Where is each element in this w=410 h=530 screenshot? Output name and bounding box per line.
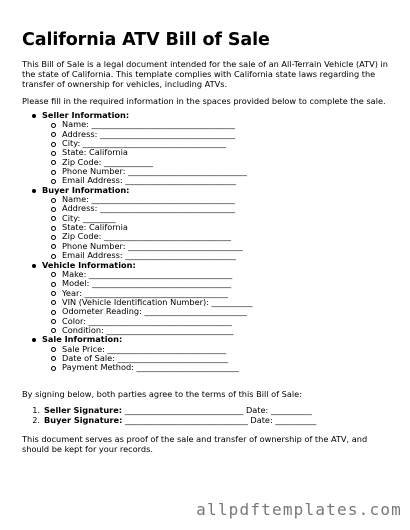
buyer-signature-line[interactable] <box>22 415 316 425</box>
field-text: City: ___________________________________ <box>62 138 227 149</box>
intro-paragraph: This Bill of Sale is a legal document intended for the sale of an All-Terrain Vehicle (ATV) in the state of California. This template complies with California state laws regarding the transfer of ownership for vehicles, including ATVs. <box>22 59 388 90</box>
circle-bullet-icon <box>51 170 56 175</box>
field-text: City: ________ <box>62 212 116 223</box>
instructions-paragraph: Please fill in the required information in the spaces provided below to complete the sale. <box>22 96 386 106</box>
circle-bullet-icon <box>51 244 56 249</box>
circle-bullet-icon <box>51 291 56 296</box>
field-text: Date of Sale: ___________________________ <box>62 352 229 363</box>
field-text: Phone Number: _____________________________ <box>62 166 247 177</box>
field-text: Phone Number: ____________________________ <box>62 240 243 251</box>
bullet-icon <box>32 338 36 342</box>
field-text: Zip Code: ____________ <box>62 156 154 167</box>
field-text: Color: ___________________________________ <box>62 315 232 326</box>
section-title: Vehicle Information: <box>42 259 136 270</box>
circle-bullet-icon <box>51 226 56 231</box>
circle-bullet-icon <box>51 198 56 203</box>
form-sections <box>22 111 253 373</box>
section-seller <box>22 111 253 186</box>
circle-bullet-icon <box>51 142 56 147</box>
circle-bullet-icon <box>51 356 56 361</box>
field-list <box>42 345 253 373</box>
field-text: Address: _________________________________ <box>62 203 236 214</box>
circle-bullet-icon <box>51 319 56 324</box>
signature-blank: _____________________________ <box>122 405 244 415</box>
field-text: Make: ___________________________________ <box>62 268 233 279</box>
circle-bullet-icon <box>51 272 56 277</box>
field-text: Condition: _______________________________ <box>62 324 234 335</box>
field-text: Year: ___________________________________ <box>62 287 228 298</box>
bullet-icon <box>32 264 36 268</box>
document-title: California ATV Bill of Sale <box>22 30 270 50</box>
bullet-icon <box>32 114 36 118</box>
circle-bullet-icon <box>51 123 56 128</box>
section-title: Buyer Information: <box>42 184 130 195</box>
date-blank: Date: __________ <box>243 405 312 415</box>
date-blank: Date: __________ <box>247 415 317 425</box>
section-sale <box>22 335 253 372</box>
field-text: VIN (Vehicle Identification Number): __________ <box>62 296 253 307</box>
list-number: 1. <box>32 405 40 415</box>
site-watermark: allpdftemplates.com <box>196 500 402 519</box>
bullet-icon <box>32 189 36 193</box>
circle-bullet-icon <box>51 254 56 259</box>
circle-bullet-icon <box>51 179 56 184</box>
signature-label: Buyer Signature: <box>44 415 123 425</box>
section-title: Sale Information: <box>42 334 123 345</box>
circle-bullet-icon <box>51 328 56 333</box>
signature-list <box>22 405 316 425</box>
circle-bullet-icon <box>51 366 56 371</box>
section-buyer <box>22 186 253 261</box>
field-text: Name: ___________________________________ <box>62 119 235 130</box>
field-text: Model: __________________________________ <box>62 278 232 289</box>
field-text: Address: _________________________________ <box>62 128 236 139</box>
circle-bullet-icon <box>51 300 56 305</box>
circle-bullet-icon <box>51 235 56 240</box>
circle-bullet-icon <box>51 160 56 165</box>
field-text: State: California <box>62 222 128 233</box>
circle-bullet-icon <box>51 207 56 212</box>
field-text: Sale Price: _____________________________ <box>62 343 227 354</box>
field-payment-method[interactable] <box>42 363 253 372</box>
circle-bullet-icon <box>51 151 56 156</box>
signature-label: Seller Signature: <box>44 405 123 415</box>
field-list <box>42 120 253 185</box>
field-text: State: California <box>62 147 128 158</box>
signature-blank: ______________________________ <box>122 415 248 425</box>
field-text: Odometer Reading: _________________________ <box>62 306 247 317</box>
circle-bullet-icon <box>51 216 56 221</box>
circle-bullet-icon <box>51 347 56 352</box>
circle-bullet-icon <box>51 132 56 137</box>
field-text: Name: ___________________________________ <box>62 194 235 205</box>
field-text: Payment Method: _________________________ <box>62 362 239 373</box>
circle-bullet-icon <box>51 282 56 287</box>
circle-bullet-icon <box>51 310 56 315</box>
closing-paragraph: This document serves as proof of the sale and transfer of ownership of the ATV, and should be kept for your records. <box>22 434 368 455</box>
field-list <box>42 270 253 335</box>
section-title: Seller Information: <box>42 110 130 120</box>
section-vehicle <box>22 261 253 336</box>
field-text: Email Address: ___________________________ <box>62 175 236 186</box>
field-text: Zip Code: _______________________________ <box>62 231 231 242</box>
field-text: Email Address: ___________________________ <box>62 250 236 261</box>
list-number: 2. <box>32 415 40 425</box>
seller-signature-line[interactable] <box>22 405 316 415</box>
field-list <box>42 195 253 260</box>
agreement-paragraph: By signing below, both parties agree to the terms of this Bill of Sale: <box>22 389 302 399</box>
